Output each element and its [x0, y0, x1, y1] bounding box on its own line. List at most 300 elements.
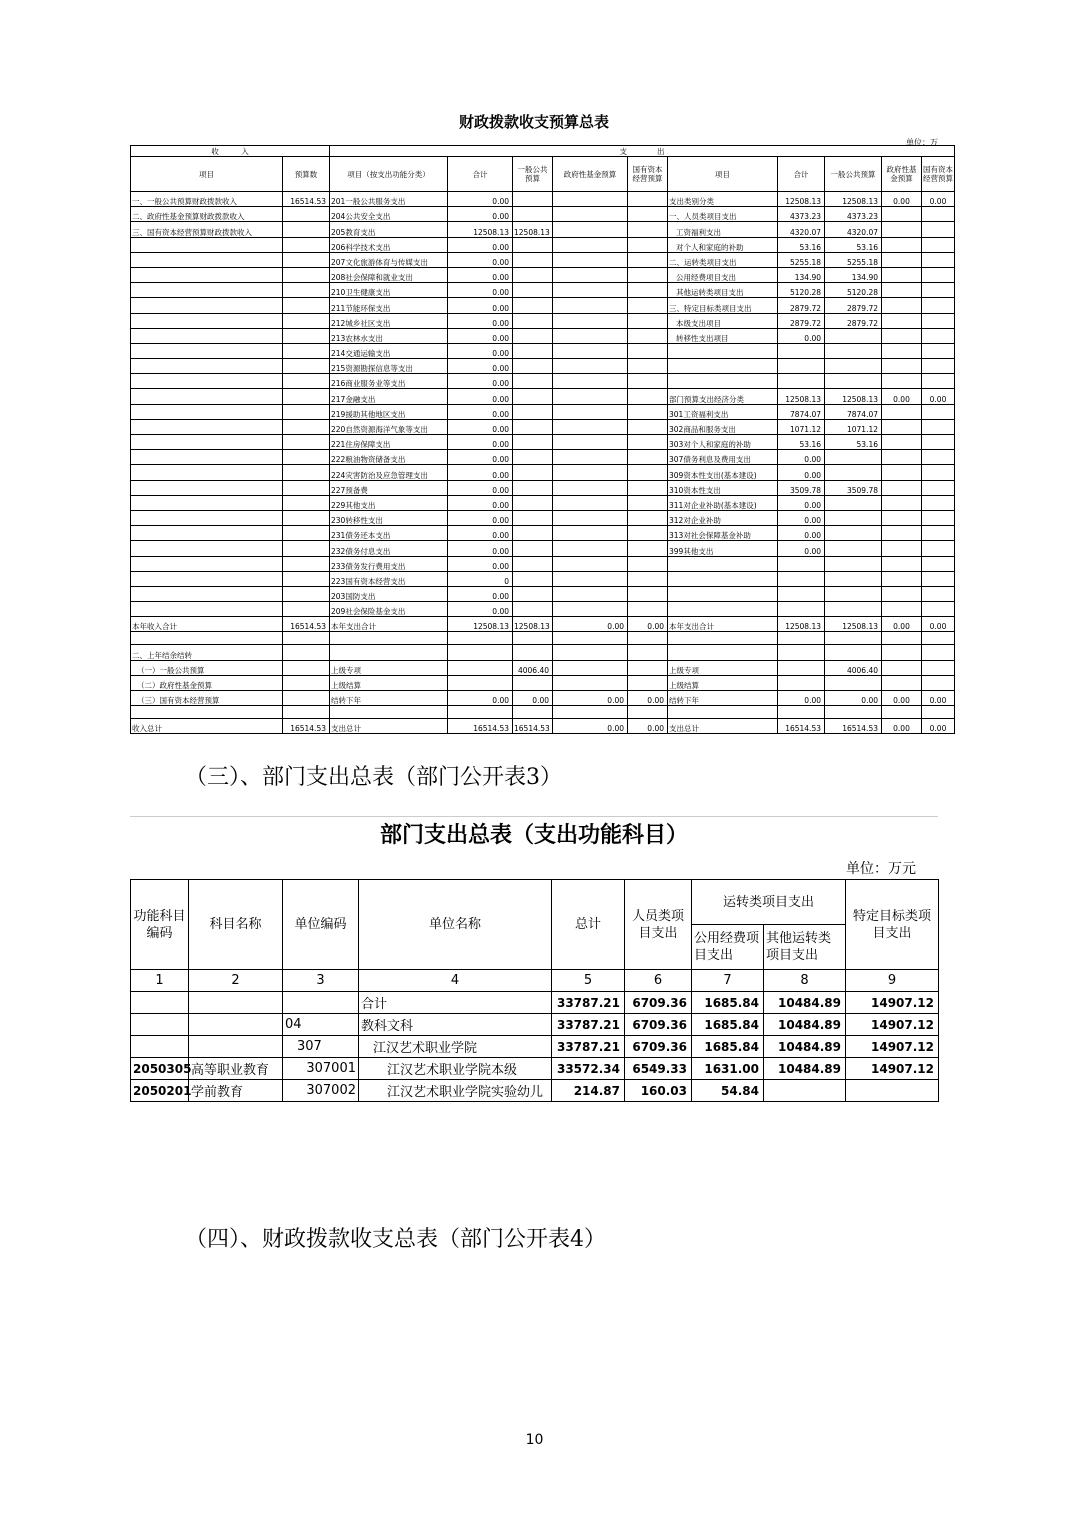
table-cell [628, 526, 668, 541]
table-cell [553, 374, 628, 389]
table-cell: 33572.34 [552, 1058, 625, 1080]
table-cell: 江汉艺术职业学院本级 [359, 1058, 552, 1080]
table-cell: 6709.36 [625, 1014, 692, 1036]
table-cell [513, 389, 553, 404]
table-cell: 311对企业补助(基本建设) [668, 495, 778, 510]
table-cell: 134.90 [778, 267, 825, 282]
col-header: 国有资本经营预算 [628, 157, 668, 192]
table-cell [778, 556, 825, 571]
table-row [131, 389, 955, 404]
table-cell: 支出总计 [330, 719, 448, 734]
table-cell: 211节能环保支出 [330, 298, 448, 313]
table-row [131, 465, 955, 480]
table-row [131, 645, 955, 660]
table-cell [825, 450, 882, 465]
table-row [131, 602, 955, 617]
table-cell [922, 602, 955, 617]
col-header-specific: 特定目标类项目支出 [846, 880, 939, 970]
table-cell [882, 675, 922, 690]
table-cell: 14907.12 [846, 1036, 939, 1058]
table-cell [922, 556, 955, 571]
table-cell: 5120.28 [778, 283, 825, 298]
table-row [131, 675, 955, 690]
table1-title: 财政拨款收支预算总表 [458, 113, 609, 131]
table-cell [131, 419, 283, 434]
table-cell [131, 404, 283, 419]
table-cell [513, 328, 553, 343]
table-cell: 0.00 [448, 374, 513, 389]
table-cell: 307002 [283, 1080, 359, 1102]
table-cell: 212城乡社区支出 [330, 313, 448, 328]
table-cell [553, 495, 628, 510]
table-cell [513, 207, 553, 222]
table-cell [513, 237, 553, 252]
table-cell: 16514.53 [513, 719, 553, 734]
table-cell: 江汉艺术职业学院 [359, 1036, 552, 1058]
table-cell [283, 510, 330, 525]
table-cell: （二）政府性基金预算 [131, 675, 283, 690]
table-cell [846, 1080, 939, 1102]
table-row [131, 719, 955, 734]
table-cell [513, 192, 553, 207]
table-cell: 302商品和服务支出 [668, 419, 778, 434]
col-index: 2 [189, 970, 283, 992]
table-cell [283, 267, 330, 282]
table-cell: 33787.21 [552, 992, 625, 1014]
table-cell: 二、上年结余结转 [131, 645, 283, 660]
table-cell [882, 632, 922, 645]
table-cell [131, 328, 283, 343]
table-cell [283, 586, 330, 601]
table-cell: 207文化旅游体育与传媒支出 [330, 252, 448, 267]
table-cell: 0.00 [448, 450, 513, 465]
table-cell: 5120.28 [825, 283, 882, 298]
table-row [131, 328, 955, 343]
table-cell [283, 465, 330, 480]
table-cell [131, 541, 283, 556]
table-cell: 223国有资本经营支出 [330, 571, 448, 586]
budget-summary-table-block [130, 108, 954, 742]
table-cell: 0.00 [448, 192, 513, 207]
table-cell [131, 252, 283, 267]
table-cell [283, 602, 330, 617]
table-cell [283, 450, 330, 465]
table-cell: 3509.78 [778, 480, 825, 495]
table-cell: 高等职业教育 [189, 1058, 283, 1080]
table-cell [189, 992, 283, 1014]
table-cell [553, 222, 628, 237]
table-cell: 一、一般公共预算财政拨款收入 [131, 192, 283, 207]
table-cell [922, 435, 955, 450]
table-cell [553, 541, 628, 556]
table-cell [131, 556, 283, 571]
table-cell: 2050201 [131, 1080, 189, 1102]
table-cell [131, 343, 283, 358]
table-cell: 10484.89 [764, 1036, 846, 1058]
table-cell [553, 510, 628, 525]
col-header-public-fund: 公用经费项目支出 [692, 925, 764, 970]
table-cell [628, 571, 668, 586]
table-cell [553, 450, 628, 465]
table-cell [922, 480, 955, 495]
table-cell [922, 207, 955, 222]
table-cell [131, 602, 283, 617]
table-cell: 203国防支出 [330, 586, 448, 601]
table-cell: 5255.18 [778, 252, 825, 267]
table-cell [513, 556, 553, 571]
table-cell: 12508.13 [513, 617, 553, 632]
table-cell: 33787.21 [552, 1014, 625, 1036]
table-cell [628, 252, 668, 267]
table-cell [553, 706, 628, 719]
table-cell [628, 510, 668, 525]
table-cell [131, 571, 283, 586]
table-cell: 0.00 [448, 267, 513, 282]
table-cell [513, 526, 553, 541]
table-cell [668, 359, 778, 374]
table-cell [882, 374, 922, 389]
table-cell [825, 706, 882, 719]
table-cell [131, 450, 283, 465]
table-cell [628, 222, 668, 237]
table-cell [882, 556, 922, 571]
table-cell [131, 586, 283, 601]
table-cell [553, 267, 628, 282]
table-row [131, 267, 955, 282]
table-cell [628, 660, 668, 675]
table2-unit: 单位：万元 [846, 861, 916, 877]
table-cell [513, 298, 553, 313]
table-row [131, 359, 955, 374]
table-cell [448, 660, 513, 675]
table-cell: 0.00 [448, 526, 513, 541]
table-cell [825, 541, 882, 556]
table-row [131, 556, 955, 571]
table-cell [922, 359, 955, 374]
table-cell [330, 632, 448, 645]
table-cell [922, 526, 955, 541]
table-cell [778, 675, 825, 690]
table-cell [668, 632, 778, 645]
table-cell: 本年支出合计 [668, 617, 778, 632]
table-cell [513, 510, 553, 525]
table-cell: 0.00 [778, 328, 825, 343]
table-cell: 0.00 [882, 617, 922, 632]
table-cell [882, 510, 922, 525]
table-cell: 0.00 [778, 526, 825, 541]
table-cell [778, 586, 825, 601]
table-cell [553, 419, 628, 434]
table-cell: 2879.72 [778, 298, 825, 313]
table-cell [513, 495, 553, 510]
table-cell: 216商业服务业等支出 [330, 374, 448, 389]
income-group-header: 收 入 [131, 146, 330, 157]
table-cell [922, 541, 955, 556]
table-cell [628, 465, 668, 480]
table-cell [553, 480, 628, 495]
table-cell: 14907.12 [846, 992, 939, 1014]
col-header-operation: 运转类项目支出 [692, 880, 846, 925]
table-cell [131, 706, 283, 719]
table-cell: 0.00 [448, 328, 513, 343]
table-cell: 229其他支出 [330, 495, 448, 510]
table-cell: 上级专项 [668, 660, 778, 675]
table-cell: 本年支出合计 [330, 617, 448, 632]
table-cell [553, 207, 628, 222]
table-cell [283, 343, 330, 358]
table1-group-header-row [131, 146, 955, 157]
table-cell [825, 645, 882, 660]
table2-header-row [131, 880, 939, 925]
table-cell: 0.00 [448, 389, 513, 404]
table-cell: 201一般公共服务支出 [330, 192, 448, 207]
table-cell [513, 419, 553, 434]
table-cell: 0.00 [778, 541, 825, 556]
table-cell: 2879.72 [778, 313, 825, 328]
table-cell: 0.00 [778, 465, 825, 480]
col-header: 合计 [778, 157, 825, 192]
table-cell: 上级结算 [330, 675, 448, 690]
table-cell: 0.00 [448, 237, 513, 252]
table-cell: 16514.53 [283, 617, 330, 632]
table-cell [922, 632, 955, 645]
table-cell [922, 313, 955, 328]
table-cell [283, 419, 330, 434]
table-cell: 12508.13 [825, 192, 882, 207]
table-row [131, 691, 955, 706]
table-cell [922, 571, 955, 586]
table-cell [882, 419, 922, 434]
table-cell: 公用经费项目支出 [668, 267, 778, 282]
table-cell [513, 283, 553, 298]
table-cell: 0.00 [448, 283, 513, 298]
table-cell: 12508.13 [778, 617, 825, 632]
table-row [131, 706, 955, 719]
table-cell [628, 419, 668, 434]
table-cell [882, 222, 922, 237]
table-cell [513, 374, 553, 389]
col-header: 项目 [668, 157, 778, 192]
table-cell: 214.87 [552, 1080, 625, 1102]
table-cell [628, 556, 668, 571]
table-cell [553, 298, 628, 313]
col-header: 一般公共预算 [513, 157, 553, 192]
table-cell [628, 495, 668, 510]
table-cell [922, 298, 955, 313]
col-header-other-operation: 其他运转类项目支出 [764, 925, 846, 970]
table-row [131, 660, 955, 675]
table-cell: 16514.53 [825, 719, 882, 734]
table-cell [628, 450, 668, 465]
table-cell: 上级专项 [330, 660, 448, 675]
table-cell: 学前教育 [189, 1080, 283, 1102]
table-cell [131, 992, 189, 1014]
col-header-func-code: 功能科目编码 [131, 880, 189, 970]
table-cell [553, 237, 628, 252]
table-cell: 0.00 [778, 510, 825, 525]
table-cell: 结转下年 [668, 691, 778, 706]
table-row [131, 298, 955, 313]
table-cell: （三）国有资本经营预算 [131, 691, 283, 706]
table-cell [628, 283, 668, 298]
table-cell [778, 374, 825, 389]
col-index: 5 [552, 970, 625, 992]
table-cell: 221住房保障支出 [330, 435, 448, 450]
table-cell: 204公共安全支出 [330, 207, 448, 222]
table-cell: 399其他支出 [668, 541, 778, 556]
table-cell [131, 374, 283, 389]
table-cell: 10484.89 [764, 1058, 846, 1080]
table-cell: 4006.40 [513, 660, 553, 675]
table-cell: 0.00 [922, 389, 955, 404]
table-cell: 12508.13 [778, 192, 825, 207]
table-cell [778, 706, 825, 719]
table-cell [825, 495, 882, 510]
table-cell: 12508.13 [448, 222, 513, 237]
table-cell [922, 645, 955, 660]
table-cell: 310资本性支出 [668, 480, 778, 495]
table-cell [131, 389, 283, 404]
table-cell [283, 691, 330, 706]
table-row [131, 510, 955, 525]
table-cell [922, 660, 955, 675]
col-header: 一般公共预算 [825, 157, 882, 192]
table-cell [553, 556, 628, 571]
table-cell [553, 359, 628, 374]
table-cell [882, 706, 922, 719]
table-cell: 53.16 [778, 237, 825, 252]
section-heading-3: （三）、部门支出总表（部门公开表3） [185, 765, 562, 790]
table-cell [668, 374, 778, 389]
table-cell [922, 675, 955, 690]
table-cell: 0.00 [778, 495, 825, 510]
table1-unit: 单位：万 [906, 138, 938, 147]
table-cell: 1685.84 [692, 1036, 764, 1058]
table-cell: 301工资福利支出 [668, 404, 778, 419]
table-cell [882, 237, 922, 252]
table-cell: 0.00 [628, 691, 668, 706]
table-row [131, 541, 955, 556]
table-cell: 210卫生健康支出 [330, 283, 448, 298]
table-cell [825, 510, 882, 525]
table-cell [553, 313, 628, 328]
table-cell [922, 343, 955, 358]
department-expense-table-block [130, 816, 938, 1102]
table-cell [330, 645, 448, 660]
table-cell: 0.00 [448, 586, 513, 601]
table-cell [283, 404, 330, 419]
table-cell: 231债务还本支出 [330, 526, 448, 541]
table-cell [283, 313, 330, 328]
table-cell [668, 706, 778, 719]
table-row [131, 419, 955, 434]
table-cell [513, 435, 553, 450]
table-cell [825, 632, 882, 645]
table-cell [882, 660, 922, 675]
table-cell: 三、国有资本经营预算财政拨款收入 [131, 222, 283, 237]
table-cell [283, 632, 330, 645]
table-cell [668, 571, 778, 586]
table-cell [922, 419, 955, 434]
table-cell [448, 632, 513, 645]
table-cell [882, 252, 922, 267]
table-cell [778, 632, 825, 645]
table-cell: 1071.12 [825, 419, 882, 434]
table-cell [668, 556, 778, 571]
table-row [131, 480, 955, 495]
table-cell: 53.16 [825, 237, 882, 252]
table-cell: 222粮油物资储备支出 [330, 450, 448, 465]
table-cell: 二、运转类项目支出 [668, 252, 778, 267]
table-cell: 10484.89 [764, 992, 846, 1014]
table-cell: （一）一般公共预算 [131, 660, 283, 675]
table-cell: 0.00 [882, 192, 922, 207]
table-cell [628, 237, 668, 252]
table-cell [882, 571, 922, 586]
table-cell [131, 435, 283, 450]
table-row [131, 1036, 939, 1058]
table-cell: 支出类别分类 [668, 192, 778, 207]
table-cell: 16514.53 [778, 719, 825, 734]
table-cell [922, 586, 955, 601]
table-row [131, 192, 955, 207]
table-cell [513, 571, 553, 586]
table-cell: 0.00 [882, 389, 922, 404]
table-cell [882, 586, 922, 601]
table-cell: 合计 [359, 992, 552, 1014]
table-cell [513, 359, 553, 374]
table-cell: 12508.13 [448, 617, 513, 632]
table-cell: 230转移性支出 [330, 510, 448, 525]
table-cell [825, 571, 882, 586]
table-cell [131, 267, 283, 282]
col-index: 4 [359, 970, 552, 992]
table-cell: 1685.84 [692, 992, 764, 1014]
section-heading-4: （四）、财政拨款收支总表（部门公开表4） [185, 1227, 606, 1252]
table-cell: 312对企业补助 [668, 510, 778, 525]
table-cell [628, 343, 668, 358]
table-cell [825, 602, 882, 617]
table-cell [553, 675, 628, 690]
table-cell [513, 252, 553, 267]
table-cell: 213农林水支出 [330, 328, 448, 343]
table-cell [922, 404, 955, 419]
table-cell: 本级支出项目 [668, 313, 778, 328]
table-cell [825, 586, 882, 601]
table-cell: 220自然资源海洋气象等支出 [330, 419, 448, 434]
table-cell: 6709.36 [625, 992, 692, 1014]
table-cell [189, 1014, 283, 1036]
table-cell [131, 237, 283, 252]
table-row [131, 374, 955, 389]
table-cell: 12508.13 [825, 617, 882, 632]
table-cell: 工资福利支出 [668, 222, 778, 237]
table-row [131, 237, 955, 252]
table1-column-header-row [131, 157, 955, 192]
table-row [131, 1080, 939, 1102]
table-cell [283, 298, 330, 313]
table-cell: 4373.23 [778, 207, 825, 222]
table-cell [922, 283, 955, 298]
table-cell [513, 632, 553, 645]
table-cell [283, 480, 330, 495]
table-cell [764, 1080, 846, 1102]
table-cell: 1631.00 [692, 1058, 764, 1080]
table-cell [283, 992, 359, 1014]
table-cell [628, 645, 668, 660]
table-cell [668, 645, 778, 660]
table-cell: 1071.12 [778, 419, 825, 434]
